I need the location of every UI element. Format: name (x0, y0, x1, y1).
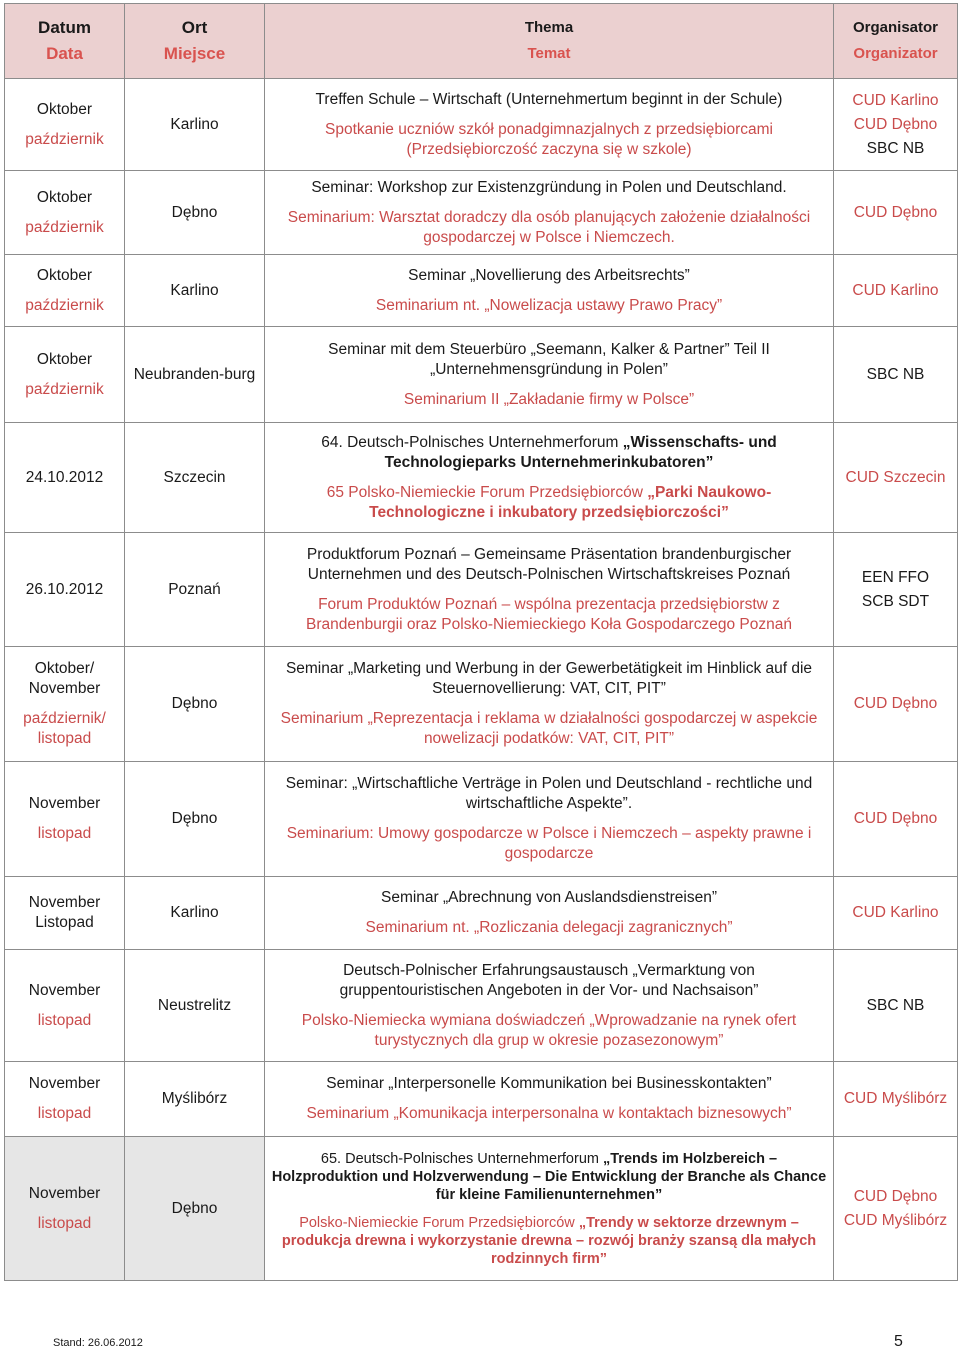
place-cell (125, 533, 265, 647)
date-de: November Listopad (28, 894, 101, 931)
theme-cell (265, 79, 834, 171)
organizer-header (834, 4, 958, 79)
theme-cell (265, 423, 834, 533)
theme-cell (265, 1062, 834, 1137)
date-de: November (28, 795, 101, 812)
theme-pl: Seminarium: Umowy gospodarcze w Polsce i Niemczech – aspekty prawne i gospodarcze (286, 825, 812, 862)
organizer-name: CUD Karlino (852, 904, 939, 921)
place-cell (125, 647, 265, 762)
date-pl: listopad (37, 825, 92, 842)
theme-cell (265, 877, 834, 950)
theme-cell (265, 1137, 834, 1281)
date-cell (5, 1137, 125, 1281)
organizer-name: CUD Myślibórz (843, 1090, 948, 1107)
theme-pl-prefix: 65 Polsko-Niemieckie Forum Przedsiębiorców (326, 483, 648, 501)
date-pl: październik (25, 380, 104, 398)
place: Myślibórz (161, 1090, 228, 1107)
date-cell (5, 255, 125, 327)
organizer-cell (834, 950, 958, 1062)
date-de: 26.10.2012 (25, 580, 104, 598)
place-cell (125, 327, 265, 423)
theme-pl (269, 1214, 829, 1268)
organizer-name: CUD Karlino (852, 91, 939, 109)
theme-header-pl: Temat (527, 45, 571, 62)
organizer-name: SBC NB (866, 139, 925, 157)
date-de: Oktober (36, 100, 93, 118)
place: Karlino (170, 904, 219, 921)
theme-pl (269, 483, 829, 523)
theme-pl: Seminarium nt. „Nowelizacja ustawy Prawo Pracy” (375, 296, 723, 314)
organizer-name: SCB SDT (861, 592, 930, 610)
place: Karlino (170, 281, 219, 299)
theme-de: Seminar „Marketing und Werbung in der Gewerbetätigkeit im Hinblick auf die Steuernovellierung: VAT, CIT, PIT” (285, 660, 813, 697)
organizer-cell (834, 255, 958, 327)
theme-cell (265, 327, 834, 423)
organizer-name: CUD Karlino (852, 281, 939, 299)
theme-de-prefix: 64. Deutsch-Polnisches Unternehmerforum (321, 433, 623, 451)
organizer-cell (834, 79, 958, 171)
place-header-pl: Miejsce (163, 44, 226, 63)
date-pl: październik (25, 130, 104, 148)
date-de: 24.10.2012 (25, 468, 104, 486)
theme-pl: Polsko-Niemiecka wymiana doświadczeń „Wprowadzanie na rynek ofert turystycznych dla grup w okresie pozasezonowym” (301, 1011, 797, 1049)
place: Neustrelitz (157, 996, 232, 1014)
organizer-name: CUD Dębno (853, 203, 938, 221)
footer-stand: Stand: 26.06.2012 (53, 1337, 143, 1349)
theme-de (269, 433, 829, 473)
theme-pl-bold: „Trendy w sektorze drzewnym – produkcja drewna i wykorzystanie drewna – rozwój branży szansą dla małych rodzinnych firm” (281, 1214, 817, 1267)
date-de: November (28, 1184, 101, 1202)
organizer-name: CUD Myślibórz (843, 1211, 948, 1229)
organizer-name: CUD Dębno (853, 1187, 938, 1205)
organizer-cell (834, 423, 958, 533)
organizer-cell (834, 647, 958, 762)
place-cell (125, 1062, 265, 1137)
theme-cell (265, 950, 834, 1062)
date-pl: listopad (37, 1214, 92, 1232)
date-cell (5, 647, 125, 762)
organizer-header-pl: Organizator (853, 45, 938, 62)
theme-header (265, 4, 834, 79)
place-cell (125, 423, 265, 533)
organizer-cell (834, 1062, 958, 1137)
place: Dębno (171, 810, 218, 827)
theme-pl: Seminarium II „Zakładanie firmy w Polsce” (403, 390, 695, 408)
organizer-name: CUD Dębno (853, 810, 938, 827)
date-de: Oktober (36, 188, 93, 206)
date-pl: październik/ listopad (23, 710, 106, 747)
table-row (5, 171, 958, 255)
theme-de: Treffen Schule – Wirtschaft (Unternehmertum beginnt in der Schule) (315, 90, 783, 108)
organizer-name: SBC NB (866, 365, 925, 383)
table-row (5, 255, 958, 327)
place: Dębno (171, 1199, 218, 1217)
date-cell (5, 423, 125, 533)
date-cell (5, 79, 125, 171)
place-cell (125, 79, 265, 171)
date-cell (5, 950, 125, 1062)
organizer-name: EEN FFO (861, 568, 930, 586)
theme-pl-bold: „Parki Naukowo-Technologiczne i inkubatory przedsiębiorczości” (369, 483, 772, 521)
place: Poznań (168, 580, 221, 598)
date-cell (5, 877, 125, 950)
organizer-cell (834, 762, 958, 877)
organizer-cell (834, 327, 958, 423)
organizer-name: CUD Dębno (853, 115, 938, 133)
date-pl: listopad (37, 1105, 92, 1122)
date-de: November (28, 981, 101, 999)
theme-de: Produktforum Poznań – Gemeinsame Präsentation brandenburgischer Unternehmen und des Deutsch-Polnischen Wirtschaftskreises Poznań (306, 545, 792, 583)
date-cell (5, 533, 125, 647)
table-row (5, 1062, 958, 1137)
place-cell (125, 877, 265, 950)
table-row (5, 533, 958, 647)
table-row (5, 327, 958, 423)
theme-de: Deutsch-Polnischer Erfahrungsaustausch „Vermarktung von gruppentouristischen Angeboten in der Vor- und Nachsaison” (339, 961, 759, 999)
theme-de: Seminar mit dem Steuerbüro „Seemann, Kalker & Partner” Teil II „Unternehmensgründung in Polen” (328, 340, 770, 378)
date-header-de: Datum (38, 18, 91, 37)
date-pl: październik (25, 296, 104, 314)
theme-pl: Forum Produktów Poznań – wspólna prezentacja przedsiębiorstw z Brandenburgii oraz Polsko-Niemieckiego Koła Gospodarczego Poznań (306, 595, 792, 633)
theme-de-bold: „Wissenschafts- und Technologieparks Unternehmerinkubatoren” (384, 433, 777, 471)
theme-de: Seminar: „Wirtschaftliche Verträge in Polen und Deutschland - rechtliche und wirtschaftliche Aspekte”. (285, 775, 813, 812)
date-de: Oktober/ November (28, 660, 101, 697)
theme-de: Seminar „Interpersonelle Kommunikation bei Businesskontakten” (326, 1075, 772, 1092)
theme-de: Seminar „Novellierung des Arbeitsrechts” (408, 266, 690, 284)
table-row (5, 762, 958, 877)
organizer-cell (834, 171, 958, 255)
table-row (5, 877, 958, 950)
date-cell (5, 762, 125, 877)
place: Karlino (170, 115, 219, 133)
organizer-cell (834, 1137, 958, 1281)
theme-de: Seminar: Workshop zur Existenzgründung in Polen und Deutschland. (311, 178, 787, 196)
organizer-name: SBC NB (866, 996, 925, 1014)
place-cell (125, 950, 265, 1062)
place-cell (125, 762, 265, 877)
date-cell (5, 171, 125, 255)
theme-pl: Seminarium: Warsztat doradczy dla osób planujących założenie działalności gospodarczej w Polsce i Niemczech. (287, 208, 811, 246)
table-row (5, 647, 958, 762)
organizer-header-de: Organisator (852, 19, 939, 36)
place-cell (125, 255, 265, 327)
place-header-de: Ort (181, 18, 208, 37)
place-cell (125, 1137, 265, 1281)
schedule-table (4, 3, 958, 1281)
theme-pl: Seminarium „Reprezentacja i reklama w działalności gospodarczej w aspekcie nowelizacji podatków: VAT, CIT, PIT” (280, 710, 818, 747)
theme-cell (265, 255, 834, 327)
schedule-rows (5, 79, 958, 1281)
theme-de-bold: „Trends im Holzbereich – Holzproduktion und Holzverwendung – Die Entwicklung der Branche als Chance für kleine Familienunternehmen” (271, 1150, 827, 1203)
theme-pl: Spotkanie uczniów szkół ponadgimnazjalnych z przedsiębiorcami (Przedsiębiorczość zaczyna się w szkole) (324, 120, 773, 158)
organizer-cell (834, 533, 958, 647)
theme-cell (265, 647, 834, 762)
date-de: Oktober (36, 350, 93, 368)
theme-header-de: Thema (524, 19, 574, 36)
table-row (5, 423, 958, 533)
place-header (125, 4, 265, 79)
theme-cell (265, 762, 834, 877)
date-cell (5, 327, 125, 423)
table-row (5, 950, 958, 1062)
theme-cell (265, 533, 834, 647)
theme-de-prefix: 65. Deutsch-Polnisches Unternehmerforum (320, 1150, 603, 1167)
place: Neubranden-burg (133, 365, 256, 383)
organizer-cell (834, 877, 958, 950)
place: Dębno (171, 203, 218, 221)
organizer-name: CUD Szczecin (845, 468, 946, 486)
theme-de (269, 1150, 829, 1204)
table-row (5, 79, 958, 171)
header-row (5, 4, 958, 79)
page-number: 5 (894, 1333, 903, 1350)
date-cell (5, 1062, 125, 1137)
date-pl: listopad (37, 1011, 92, 1029)
theme-cell (265, 171, 834, 255)
place: Dębno (171, 695, 218, 712)
date-header-pl: Data (46, 44, 83, 63)
date-de: Oktober (36, 266, 93, 284)
date-header (5, 4, 125, 79)
date-pl: październik (25, 218, 104, 236)
theme-de: Seminar „Abrechnung von Auslandsdienstreisen” (380, 889, 718, 906)
place: Szczecin (163, 468, 226, 486)
organizer-name: CUD Dębno (853, 695, 938, 712)
theme-pl: Seminarium nt. „Rozliczania delegacji zagranicznych” (365, 919, 733, 936)
date-de: November (28, 1075, 101, 1092)
place-cell (125, 171, 265, 255)
table-row (5, 1137, 958, 1281)
theme-pl: Seminarium „Komunikacja interpersonalna w kontaktach biznesowych” (306, 1105, 792, 1122)
theme-pl-prefix: Polsko-Niemieckie Forum Przedsiębiorców (299, 1214, 579, 1231)
